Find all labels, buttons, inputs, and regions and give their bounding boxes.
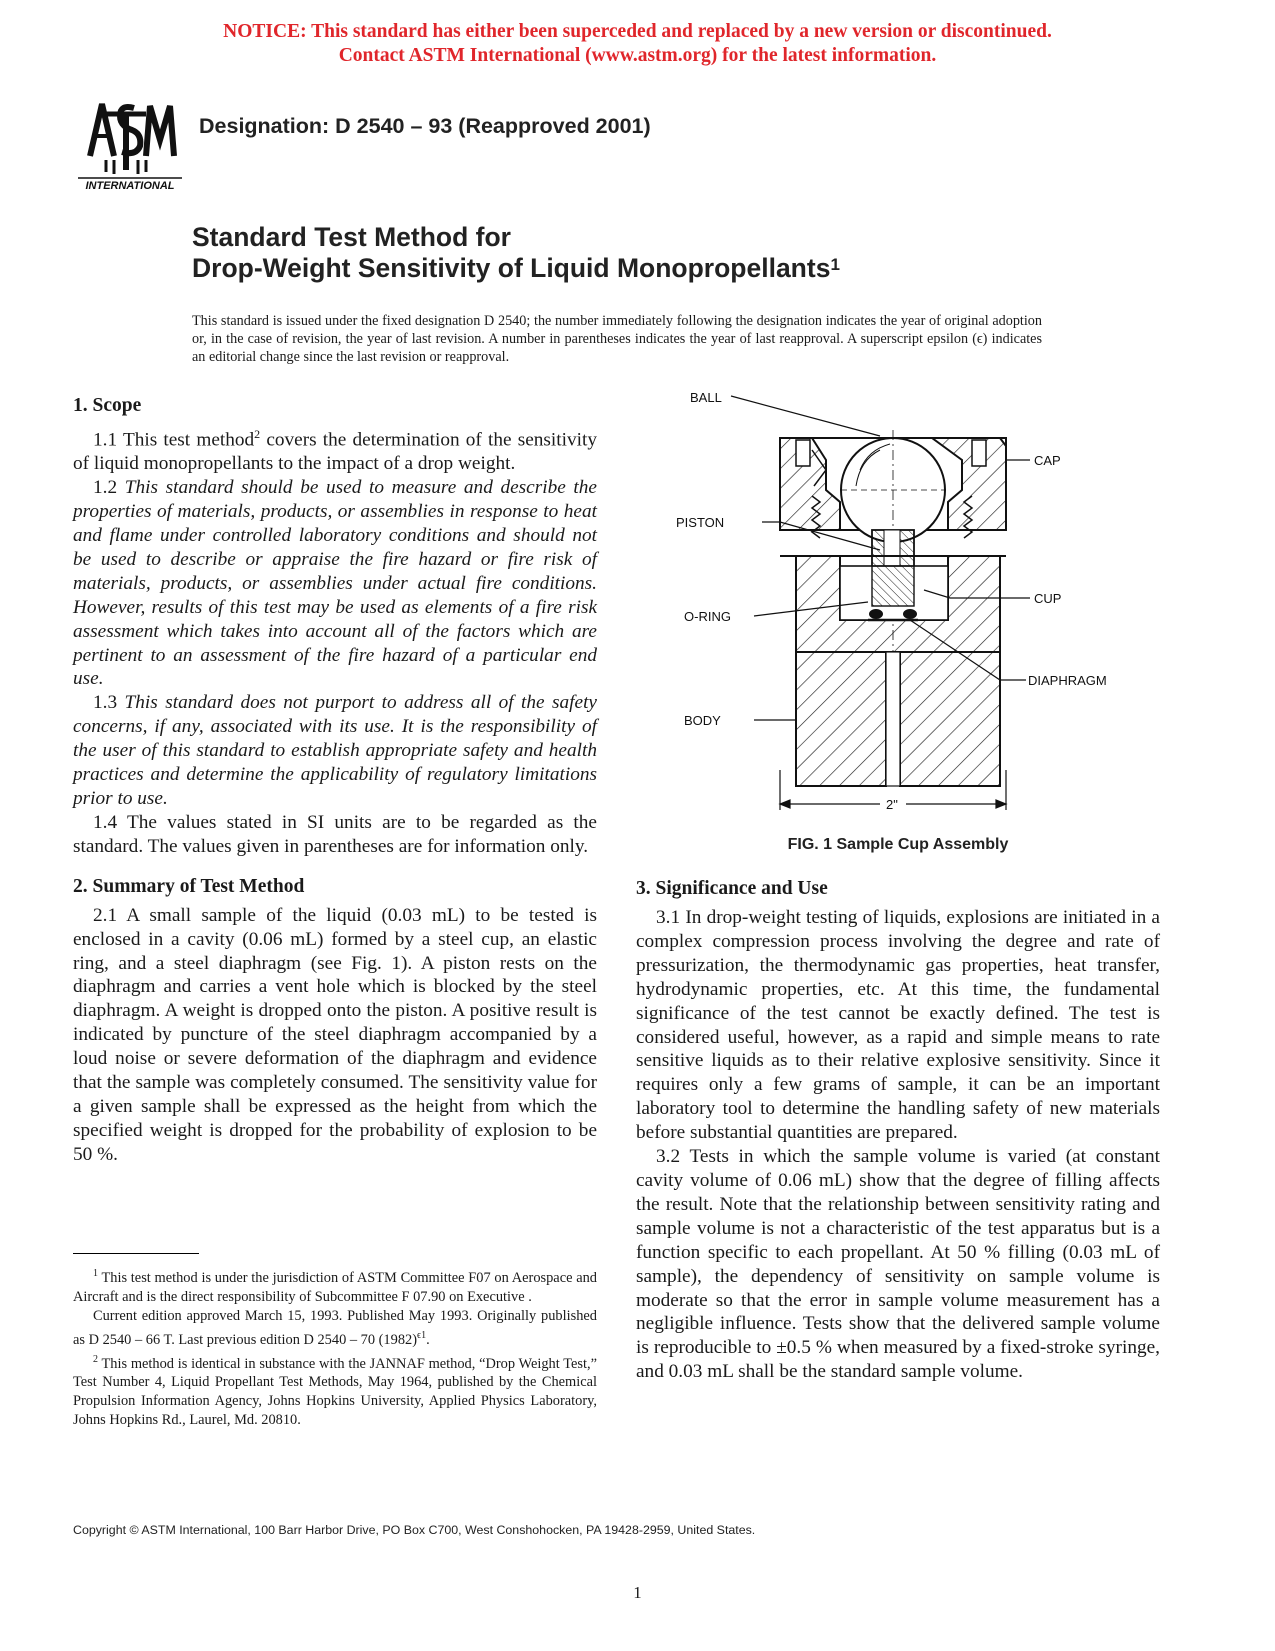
paragraph-2-1 bbox=[73, 904, 597, 1167]
paragraph-1-1 bbox=[73, 423, 597, 476]
logo-text: INTERNATIONAL bbox=[85, 180, 175, 192]
astm-international-logo bbox=[76, 94, 184, 192]
paragraph-1-3 bbox=[73, 691, 597, 811]
para-text: In drop-weight testing of liquids, explosions are initiated in a complex compression process involving the degree and rate of pressurization, the thermodynamic gas properties, heat transfer, hydrodynamic properties, etc. At this time, the fundamental significance of the test cannot be exactly defined. The test is considered useful, however, as a rapid and simple means to rate sensitive liquids as to their relative explosive sensitivity. Since it requires only a few grams of sample, it can be an important laboratory tool to determine the handling safety of new materials before substantial quantities are prepared. bbox=[636, 907, 1160, 1144]
footnote-1-edition bbox=[73, 1307, 597, 1350]
label-body: BODY bbox=[684, 713, 721, 728]
para-text: This test method bbox=[122, 429, 255, 451]
left-column bbox=[73, 394, 597, 1167]
paragraph-3-1 bbox=[636, 906, 1160, 1145]
para-number: 3.2 bbox=[656, 1146, 681, 1168]
para-text: covers the determination of the sensitivity of liquid monopropellants to the impact of a drop weight. bbox=[73, 429, 597, 475]
figure-caption: FIG. 1 Sample Cup Assembly bbox=[787, 836, 1009, 853]
paragraph-1-4 bbox=[73, 811, 597, 859]
document-title bbox=[192, 222, 840, 284]
footnote-ref: 2 bbox=[254, 427, 261, 441]
footnote-mark: 1 bbox=[93, 1268, 98, 1279]
paragraph-3-2 bbox=[636, 1145, 1160, 1384]
section-heading-scope: 1. Scope bbox=[73, 395, 142, 416]
notice-line-2: Contact ASTM International (www.astm.org) for the latest information. bbox=[338, 45, 937, 66]
footnote-2 bbox=[73, 1350, 597, 1431]
title-line-1: Standard Test Method for bbox=[192, 222, 511, 252]
para-text: Tests in which the sample volume is varied (at constant cavity volume of 0.06 mL) show that the degree of filling affects the result. Note that the relationship between sensitivity rating and sample volume is not a characteristic of the test apparatus but is a function specific to each propellant. At 50 % filling (0.03 mL of sample), the dependency of sensitivity on sample volume is moderate so that the error in sample volume measurement has a negligible influence. Tests show that the delivered sample volume is reproducible to ±0.5 % when measured by a fixed-stroke syringe, and 0.03 mL shall be the standard sample volume. bbox=[636, 1146, 1160, 1383]
footnotes bbox=[73, 1264, 597, 1430]
footnote-text: This test method is under the jurisdiction of ASTM Committee F07 on Aerospace and Aircraft and is the direct responsibility of Subcommittee F 07.90 on Executive . bbox=[73, 1269, 597, 1305]
para-text: The values stated in SI units are to be regarded as the standard. The values given in parentheses are for information only. bbox=[73, 811, 597, 857]
footnote-rule bbox=[73, 1253, 199, 1254]
page-number: 1 bbox=[633, 1583, 642, 1602]
label-diaphragm: DIAPHRAGM bbox=[1028, 673, 1107, 688]
epsilon-mark: ϵ1 bbox=[417, 1329, 427, 1341]
para-text: A small sample of the liquid (0.03 mL) to be tested is enclosed in a cavity (0.06 mL) formed by a steel cup, an elastic ring, and a steel diaphragm (see Fig. 1). A piston rests on the diaphragm and carries a vent hole which is blocked by the steel diaphragm. A weight is dropped onto the piston. A positive result is indicated by puncture of the steel diaphragm accompanied by a loud noise or severe deformation of the diaphragm and evidence that the sample was completely consumed. The sensitivity value for a given sample shall be expressed as the height from which the specified weight is dropped for the probability of explosion to be 50 %. bbox=[73, 904, 597, 1165]
para-text: This standard should be used to measure and describe the properties of materials, products, or assemblies in response to heat and flame under controlled laboratory conditions and should not be used to describe or appraise the fire hazard or fire risk of materials, products, or assemblies under actual fire conditions. However, results of this test may be used as elements of a fire risk assessment which takes into account all of the factors which are pertinent to an assessment of the fire hazard of a particular end use. bbox=[73, 477, 597, 690]
label-dimension: 2" bbox=[886, 797, 898, 812]
section-heading-summary: 2. Summary of Test Method bbox=[73, 875, 305, 897]
footnote-mark: 2 bbox=[93, 1353, 98, 1365]
notice-banner bbox=[0, 20, 1275, 68]
label-piston: PISTON bbox=[676, 515, 725, 530]
label-cup: CUP bbox=[1034, 591, 1062, 606]
para-number: 1.3 bbox=[93, 692, 118, 714]
para-number: 1.4 bbox=[93, 811, 118, 833]
section-heading-significance: 3. Significance and Use bbox=[636, 878, 828, 899]
footnote-text: . bbox=[426, 1331, 430, 1348]
title-line-2 bbox=[192, 253, 840, 284]
label-cap: CAP bbox=[1034, 453, 1061, 468]
para-text: This standard does not purport to address all of the safety concerns, if any, associated with its use. It is the responsibility of the user of this standard to establish appropriate safety and health practices and determine the applicability of regulatory limitations prior to use. bbox=[73, 692, 597, 810]
notice-line-1: NOTICE: This standard has either been superceded and replaced by a new version or discontinued. bbox=[223, 21, 1052, 42]
title-footnote-mark: 1 bbox=[830, 255, 840, 274]
footnote-text: Current edition approved March 15, 1993. Published May 1993. Originally published as D 2540 – 66 T. Last previous edition D 2540 – 70 (1982) bbox=[73, 1307, 597, 1348]
footnote-text: This method is identical in substance with the JANNAF method, “Drop Weight Test,” Test Number 4, Liquid Propellant Test Methods, May 1964, published by the Chemical Propulsion Information Agency, Johns Hopkins University, Applied Physics Laboratory, Johns Hopkins Rd., Laurel, Md. 20810. bbox=[73, 1355, 597, 1429]
footnote-1 bbox=[73, 1264, 597, 1307]
para-number: 1.2 bbox=[93, 477, 118, 499]
cup-part bbox=[780, 556, 1006, 652]
label-ball: BALL bbox=[690, 390, 722, 405]
issue-note: This standard is issued under the fixed designation D 2540; the number immediately following the designation indicates the year of original adoption or, in the case of revision, the year of last revision. A number in parentheses indicates the year of last reapproval. A superscript epsilon (ϵ) indicates an editorial change since the last revision or reapproval. bbox=[192, 313, 1042, 365]
body-part bbox=[796, 652, 1000, 786]
right-column bbox=[636, 877, 1160, 1384]
designation: Designation: D 2540 – 93 (Reapproved 2001) bbox=[199, 114, 651, 138]
para-number: 1.1 bbox=[93, 429, 118, 451]
paragraph-1-2 bbox=[73, 476, 597, 691]
para-number: 2.1 bbox=[93, 904, 118, 926]
copyright-line: Copyright © ASTM International, 100 Barr Harbor Drive, PO Box C700, West Conshohocken, PA 19428-2959, United States. bbox=[73, 1523, 756, 1537]
sample-cup-assembly-diagram bbox=[676, 390, 1107, 830]
para-number: 3.1 bbox=[656, 907, 681, 928]
label-o-ring: O-RING bbox=[684, 609, 731, 624]
title-text: Drop-Weight Sensitivity of Liquid Monopropellants bbox=[192, 253, 831, 283]
